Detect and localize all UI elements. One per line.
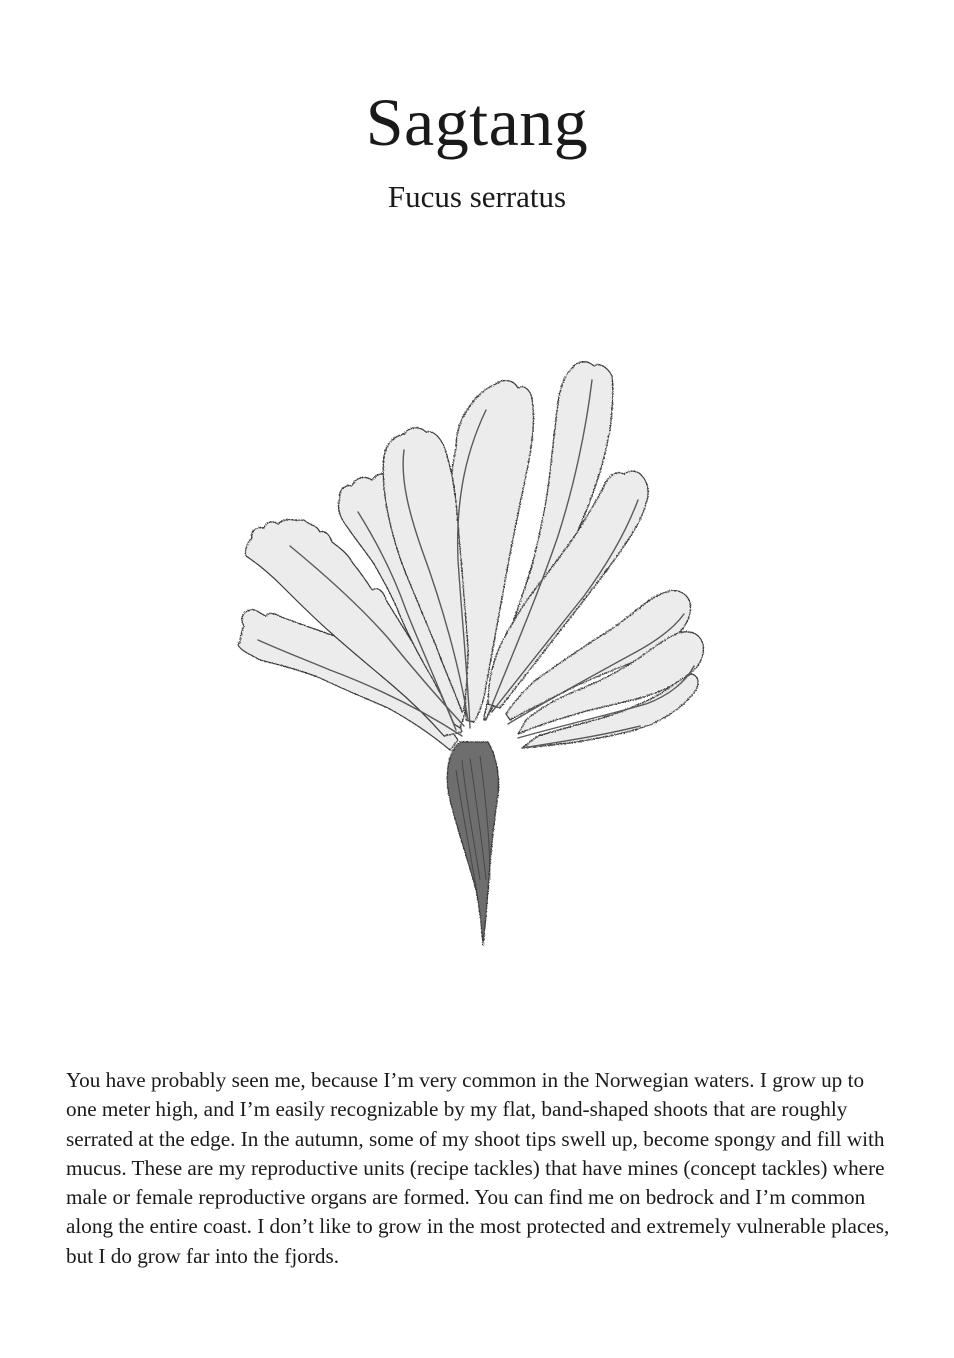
seaweed-drawing-icon	[200, 280, 740, 970]
description-paragraph: You have probably seen me, because I’m very common in the Norwegian waters. I grow up to one meter high, and I’m easily recognizable by my flat, band-shaped shoots that are roughly serrated at the edge. In the autumn, some of my shoot tips swell up, become spongy and fill with mucus. These are my reproductive units (recipe tackles) that have mines (concept tackles) where male or female reproductive organs are formed. You can find me on bedrock and I’m common along the entire coast. I don’t like to grow in the most protected and extremely vulnerable places, but I do grow far into the fjords.	[66, 1068, 890, 1268]
seaweed-illustration	[200, 280, 740, 970]
page-title: Sagtang	[365, 84, 589, 160]
latin-name: Fucus serratus	[387, 179, 567, 214]
